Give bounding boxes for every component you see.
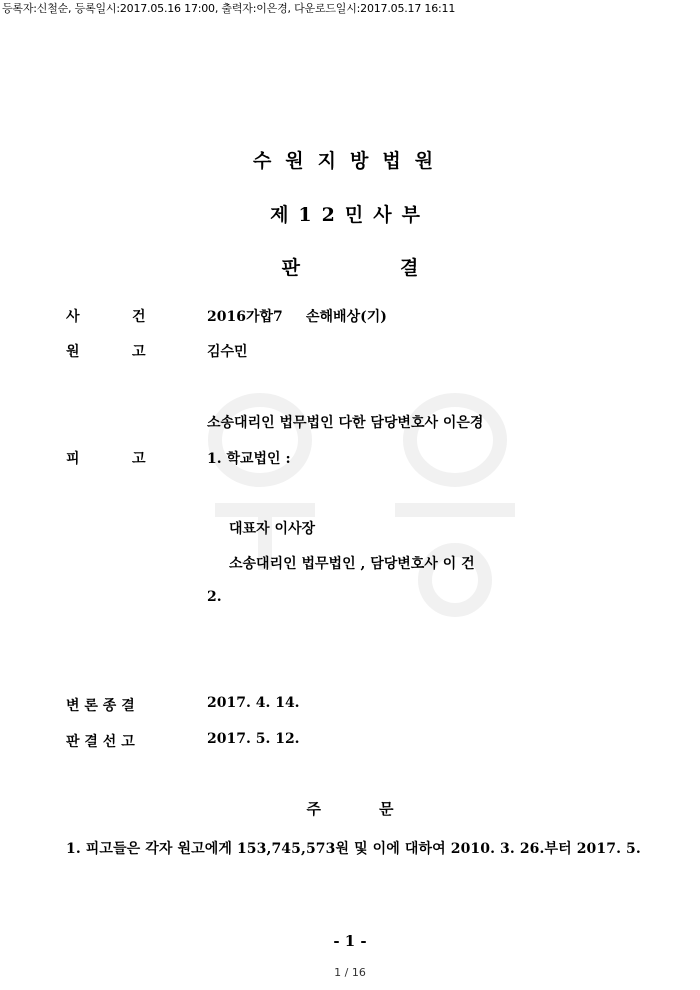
order-title-left: 주 [306,800,321,818]
document-type [0,253,700,280]
ruling-label: 판 결 선 고 [66,734,135,750]
defendant-counsel: 소송대리인 법무법인 , 담당변호사 이 건 [229,556,475,572]
plaintiff-counsel: 소송대리인 법무법인 다한 담당변호사 이은경 [207,415,484,431]
order-title-right: 문 [379,800,394,818]
page-number: - 1 - [333,932,367,950]
defendant-label-right: 고 [132,451,146,467]
defendant-item-1: 1. 학교법인 : [207,451,291,467]
defendant-label-left: 피 [66,451,80,467]
court-division: 제12민사부 [270,204,430,226]
case-title: 손해배상(기) [306,309,387,325]
plaintiff-label-right: 고 [132,344,146,360]
document-type-left: 판 [281,257,300,279]
case-number: 2016가합7 [207,309,283,325]
case-label-left: 사 [66,309,80,325]
plaintiff-label-left: 원 [66,344,80,360]
defendant-representative: 대표자 이사장 [229,521,316,537]
document-meta-header: 등록자:신철순, 등록일시:2017.05.16 17:00, 출력자:이은경, 다운로드일시:2017.05.17 16:11 [2,2,456,15]
ruling-date: 2017. 5. 12. [207,731,300,747]
closing-label: 변 론 종 결 [66,698,135,714]
order-item-1: 1. 피고들은 각자 원고에게 153,745,573원 및 이에 대하여 2010. 3. 26.부터 2017. 5. [66,841,641,857]
court-name: 수원지방법원 [252,150,448,172]
plaintiff-name: 김수민 [207,344,248,360]
page-count: 1 / 16 [334,966,366,979]
order-title [0,798,700,819]
closing-date: 2017. 4. 14. [207,695,300,711]
case-label-right: 건 [132,309,146,325]
document-type-right: 결 [400,257,419,279]
defendant-item-2: 2. [207,589,222,605]
